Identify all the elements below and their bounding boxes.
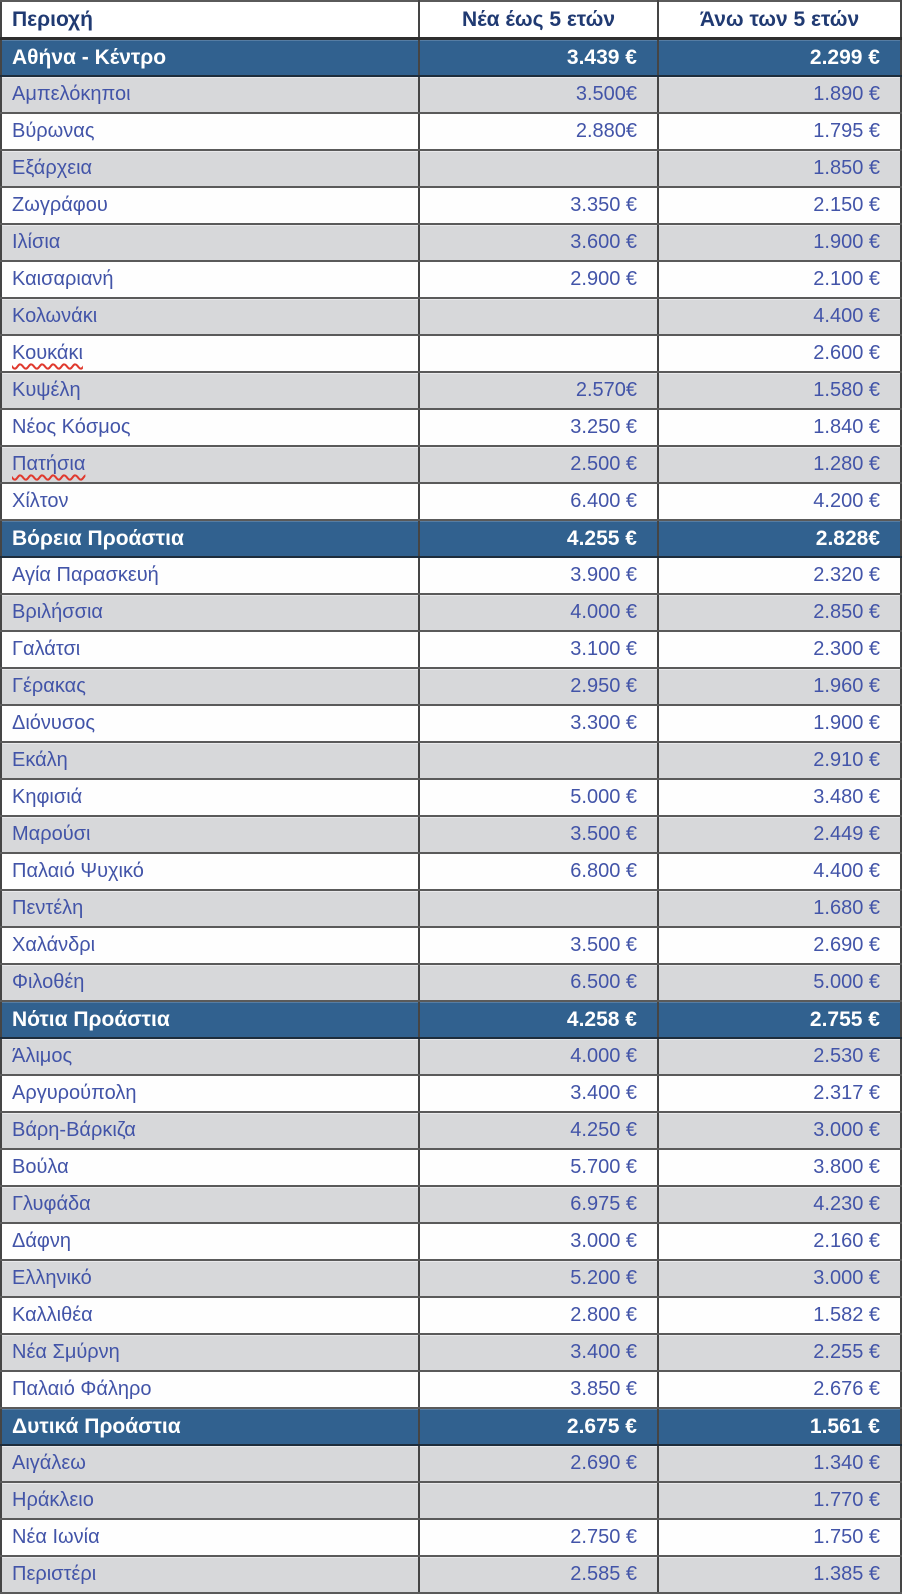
area-name-cell xyxy=(1,927,419,964)
price-new-cell xyxy=(419,298,658,335)
area-label: Βύρωνας xyxy=(12,120,95,142)
price-new-cell: 3.439 € xyxy=(419,39,658,77)
area-label: Αγία Παρασκευή xyxy=(12,564,159,586)
price-old-cell: 1.890 € xyxy=(658,76,901,113)
area-name-cell xyxy=(1,1112,419,1149)
price-new-cell: 4.250 € xyxy=(419,1112,658,1149)
column-header-old: Άνω των 5 ετών xyxy=(658,1,901,39)
price-new-cell: 5.200 € xyxy=(419,1260,658,1297)
section-name-cell xyxy=(1,520,419,557)
area-name-cell xyxy=(1,1038,419,1075)
price-old-cell: 4.230 € xyxy=(658,1186,901,1223)
price-old-cell: 4.200 € xyxy=(658,483,901,520)
area-name-cell xyxy=(1,298,419,335)
area-name-cell xyxy=(1,187,419,224)
area-name-cell xyxy=(1,261,419,298)
area-name-cell xyxy=(1,483,419,520)
area-name-cell xyxy=(1,631,419,668)
price-new-cell xyxy=(419,890,658,927)
area-name-cell xyxy=(1,224,419,261)
area-name-cell xyxy=(1,335,419,372)
price-new-cell xyxy=(419,1482,658,1519)
area-name-cell xyxy=(1,779,419,816)
area-label: Μαρούσι xyxy=(12,823,91,845)
price-old-cell: 2.755 € xyxy=(658,1001,901,1038)
table-row xyxy=(1,187,901,224)
table-row xyxy=(1,483,901,520)
area-label: Κολωνάκι xyxy=(12,305,98,327)
table-row xyxy=(1,890,901,927)
price-new-cell: 3.900 € xyxy=(419,557,658,594)
area-name-cell xyxy=(1,668,419,705)
area-label: Γλυφάδα xyxy=(12,1193,91,1215)
price-old-cell: 3.000 € xyxy=(658,1260,901,1297)
price-new-cell: 3.500 € xyxy=(419,816,658,853)
table-row xyxy=(1,1371,901,1408)
area-label: Αργυρούπολη xyxy=(12,1082,137,1104)
area-name-cell xyxy=(1,1260,419,1297)
table-row xyxy=(1,1556,901,1593)
price-old-cell: 2.449 € xyxy=(658,816,901,853)
price-old-cell: 1.840 € xyxy=(658,409,901,446)
area-label: Παλαιό Ψυχικό xyxy=(12,860,144,882)
table-row xyxy=(1,409,901,446)
price-new-cell: 3.000 € xyxy=(419,1223,658,1260)
area-label: Παλαιό Φάληρο xyxy=(12,1378,152,1400)
price-new-cell: 6.400 € xyxy=(419,483,658,520)
price-new-cell: 3.400 € xyxy=(419,1334,658,1371)
price-new-cell: 3.100 € xyxy=(419,631,658,668)
table-row xyxy=(1,224,901,261)
table-row xyxy=(1,76,901,113)
price-old-cell: 1.680 € xyxy=(658,890,901,927)
area-name-cell xyxy=(1,853,419,890)
table-row xyxy=(1,261,901,298)
price-old-cell: 4.400 € xyxy=(658,853,901,890)
area-name-cell xyxy=(1,890,419,927)
area-name-cell xyxy=(1,1223,419,1260)
area-label: Ζωγράφου xyxy=(12,194,108,216)
table-row xyxy=(1,594,901,631)
price-old-cell: 5.000 € xyxy=(658,964,901,1001)
price-new-cell: 3.350 € xyxy=(419,187,658,224)
price-old-cell: 2.320 € xyxy=(658,557,901,594)
price-old-cell: 1.580 € xyxy=(658,372,901,409)
area-label: Εκάλη xyxy=(12,749,68,771)
table-row xyxy=(1,816,901,853)
price-old-cell: 1.280 € xyxy=(658,446,901,483)
price-old-cell: 1.795 € xyxy=(658,113,901,150)
area-label: Γαλάτσι xyxy=(12,638,81,660)
table-row xyxy=(1,1482,901,1519)
price-new-cell: 2.570€ xyxy=(419,372,658,409)
price-new-cell: 5.000 € xyxy=(419,779,658,816)
price-new-cell: 5.700 € xyxy=(419,1149,658,1186)
price-old-cell: 2.530 € xyxy=(658,1038,901,1075)
table-row xyxy=(1,1223,901,1260)
area-label: Φιλοθέη xyxy=(12,971,85,993)
area-name-cell xyxy=(1,1297,419,1334)
table-row xyxy=(1,668,901,705)
area-label: Περιστέρι xyxy=(12,1563,97,1585)
price-old-cell: 2.255 € xyxy=(658,1334,901,1371)
area-name-cell xyxy=(1,409,419,446)
area-name-cell xyxy=(1,1186,419,1223)
table-row xyxy=(1,1112,901,1149)
table-row xyxy=(1,853,901,890)
price-old-cell: 2.300 € xyxy=(658,631,901,668)
price-new-cell: 6.500 € xyxy=(419,964,658,1001)
area-label: Ηράκλειο xyxy=(12,1489,94,1511)
area-label: Νέα Σμύρνη xyxy=(12,1341,120,1363)
price-new-cell: 2.900 € xyxy=(419,261,658,298)
area-name-cell xyxy=(1,557,419,594)
area-name-cell xyxy=(1,446,419,483)
table-row xyxy=(1,1334,901,1371)
table-row xyxy=(1,1519,901,1556)
area-label: Βούλα xyxy=(12,1156,69,1178)
table-row xyxy=(1,150,901,187)
area-label: Διόνυσος xyxy=(12,712,95,734)
table-row xyxy=(1,1260,901,1297)
price-new-cell: 2.950 € xyxy=(419,668,658,705)
area-name-cell xyxy=(1,964,419,1001)
price-new-cell: 2.500 € xyxy=(419,446,658,483)
price-old-cell: 2.676 € xyxy=(658,1371,901,1408)
area-name-cell xyxy=(1,1482,419,1519)
table-row xyxy=(1,742,901,779)
price-old-cell: 2.850 € xyxy=(658,594,901,631)
price-old-cell: 1.960 € xyxy=(658,668,901,705)
table-row xyxy=(1,1186,901,1223)
price-old-cell: 2.600 € xyxy=(658,335,901,372)
price-new-cell xyxy=(419,742,658,779)
area-label: Άλιμος xyxy=(12,1045,73,1067)
price-new-cell: 4.258 € xyxy=(419,1001,658,1038)
area-label: Ιλίσια xyxy=(12,231,61,253)
area-name-cell xyxy=(1,1556,419,1593)
price-new-cell: 4.000 € xyxy=(419,594,658,631)
area-label: Αθήνα - Κέντρο xyxy=(12,45,167,69)
section-name-cell xyxy=(1,1408,419,1445)
price-new-cell: 3.500€ xyxy=(419,76,658,113)
area-label: Εξάρχεια xyxy=(12,157,93,179)
area-label: Νέος Κόσμος xyxy=(12,416,131,438)
area-name-cell xyxy=(1,705,419,742)
price-new-cell: 3.850 € xyxy=(419,1371,658,1408)
price-new-cell: 2.880€ xyxy=(419,113,658,150)
price-new-cell: 2.690 € xyxy=(419,1445,658,1482)
table-row xyxy=(1,1038,901,1075)
table-row xyxy=(1,631,901,668)
price-new-cell: 3.400 € xyxy=(419,1075,658,1112)
area-label: Χίλτον xyxy=(12,490,69,512)
price-old-cell: 1.770 € xyxy=(658,1482,901,1519)
area-name-cell xyxy=(1,372,419,409)
price-old-cell: 1.850 € xyxy=(658,150,901,187)
area-label: Νότια Προάστια xyxy=(12,1007,170,1031)
price-new-cell: 6.975 € xyxy=(419,1186,658,1223)
table-row xyxy=(1,372,901,409)
price-new-cell xyxy=(419,335,658,372)
table-row xyxy=(1,779,901,816)
price-old-cell: 1.340 € xyxy=(658,1445,901,1482)
table-row xyxy=(1,1445,901,1482)
price-old-cell: 3.800 € xyxy=(658,1149,901,1186)
price-old-cell: 2.317 € xyxy=(658,1075,901,1112)
area-name-cell xyxy=(1,1445,419,1482)
area-name-cell xyxy=(1,113,419,150)
area-label: Πατήσια xyxy=(12,453,86,475)
price-new-cell: 3.500 € xyxy=(419,927,658,964)
section-name-cell xyxy=(1,39,419,77)
area-label: Κηφισιά xyxy=(12,786,83,808)
area-name-cell xyxy=(1,1519,419,1556)
price-old-cell: 4.400 € xyxy=(658,298,901,335)
area-label: Γέρακας xyxy=(12,675,86,697)
price-old-cell: 2.160 € xyxy=(658,1223,901,1260)
area-label: Χαλάνδρι xyxy=(12,934,96,956)
area-label: Ελληνικό xyxy=(12,1267,92,1289)
area-label: Κυψέλη xyxy=(12,379,81,401)
price-old-cell: 3.000 € xyxy=(658,1112,901,1149)
table-row xyxy=(1,964,901,1001)
table-row xyxy=(1,298,901,335)
price-old-cell: 2.828€ xyxy=(658,520,901,557)
price-new-cell: 2.585 € xyxy=(419,1556,658,1593)
price-new-cell: 6.800 € xyxy=(419,853,658,890)
area-label: Αμπελόκηποι xyxy=(12,83,131,105)
price-old-cell: 3.480 € xyxy=(658,779,901,816)
area-name-cell xyxy=(1,1334,419,1371)
header-row xyxy=(1,1,901,39)
area-name-cell xyxy=(1,816,419,853)
price-new-cell: 3.250 € xyxy=(419,409,658,446)
price-old-cell: 2.690 € xyxy=(658,927,901,964)
table-row xyxy=(1,1149,901,1186)
section-row xyxy=(1,1001,901,1038)
area-name-cell xyxy=(1,1075,419,1112)
table-row xyxy=(1,1075,901,1112)
table-row xyxy=(1,557,901,594)
area-name-cell xyxy=(1,1371,419,1408)
table-row xyxy=(1,927,901,964)
section-row xyxy=(1,39,901,77)
price-old-cell: 2.100 € xyxy=(658,261,901,298)
area-label: Βριλήσσια xyxy=(12,601,103,623)
price-new-cell: 4.000 € xyxy=(419,1038,658,1075)
price-new-cell: 3.300 € xyxy=(419,705,658,742)
price-old-cell: 1.750 € xyxy=(658,1519,901,1556)
price-old-cell: 1.561 € xyxy=(658,1408,901,1445)
price-new-cell xyxy=(419,150,658,187)
area-label: Αιγάλεω xyxy=(12,1452,86,1474)
price-old-cell: 1.900 € xyxy=(658,224,901,261)
price-old-cell: 2.150 € xyxy=(658,187,901,224)
column-header-area: Περιοχή xyxy=(1,1,419,39)
area-label: Βάρη-Βάρκιζα xyxy=(12,1119,136,1141)
table-body xyxy=(1,39,901,1594)
price-new-cell: 4.255 € xyxy=(419,520,658,557)
table-row xyxy=(1,335,901,372)
column-header-new: Νέα έως 5 ετών xyxy=(419,1,658,39)
price-old-cell: 2.299 € xyxy=(658,39,901,77)
area-label: Καλλιθέα xyxy=(12,1304,93,1326)
price-old-cell: 1.385 € xyxy=(658,1556,901,1593)
price-new-cell: 2.750 € xyxy=(419,1519,658,1556)
price-new-cell: 3.600 € xyxy=(419,224,658,261)
area-name-cell xyxy=(1,742,419,779)
area-name-cell xyxy=(1,150,419,187)
area-label: Καισαριανή xyxy=(12,268,114,290)
price-old-cell: 1.582 € xyxy=(658,1297,901,1334)
price-new-cell: 2.800 € xyxy=(419,1297,658,1334)
table-row xyxy=(1,1297,901,1334)
area-label: Δυτικά Προάστια xyxy=(12,1414,181,1438)
area-label: Βόρεια Προάστια xyxy=(12,526,184,550)
area-name-cell xyxy=(1,594,419,631)
table-row xyxy=(1,113,901,150)
price-old-cell: 2.910 € xyxy=(658,742,901,779)
area-label: Κουκάκι xyxy=(12,342,83,364)
table-row xyxy=(1,705,901,742)
price-old-cell: 1.900 € xyxy=(658,705,901,742)
table-row xyxy=(1,446,901,483)
area-label: Πεντέλη xyxy=(12,897,84,919)
section-row xyxy=(1,520,901,557)
price-new-cell: 2.675 € xyxy=(419,1408,658,1445)
area-name-cell xyxy=(1,76,419,113)
area-name-cell xyxy=(1,1149,419,1186)
section-name-cell xyxy=(1,1001,419,1038)
area-label: Δάφνη xyxy=(12,1230,72,1252)
section-row xyxy=(1,1408,901,1445)
area-label: Νέα Ιωνία xyxy=(12,1526,100,1548)
